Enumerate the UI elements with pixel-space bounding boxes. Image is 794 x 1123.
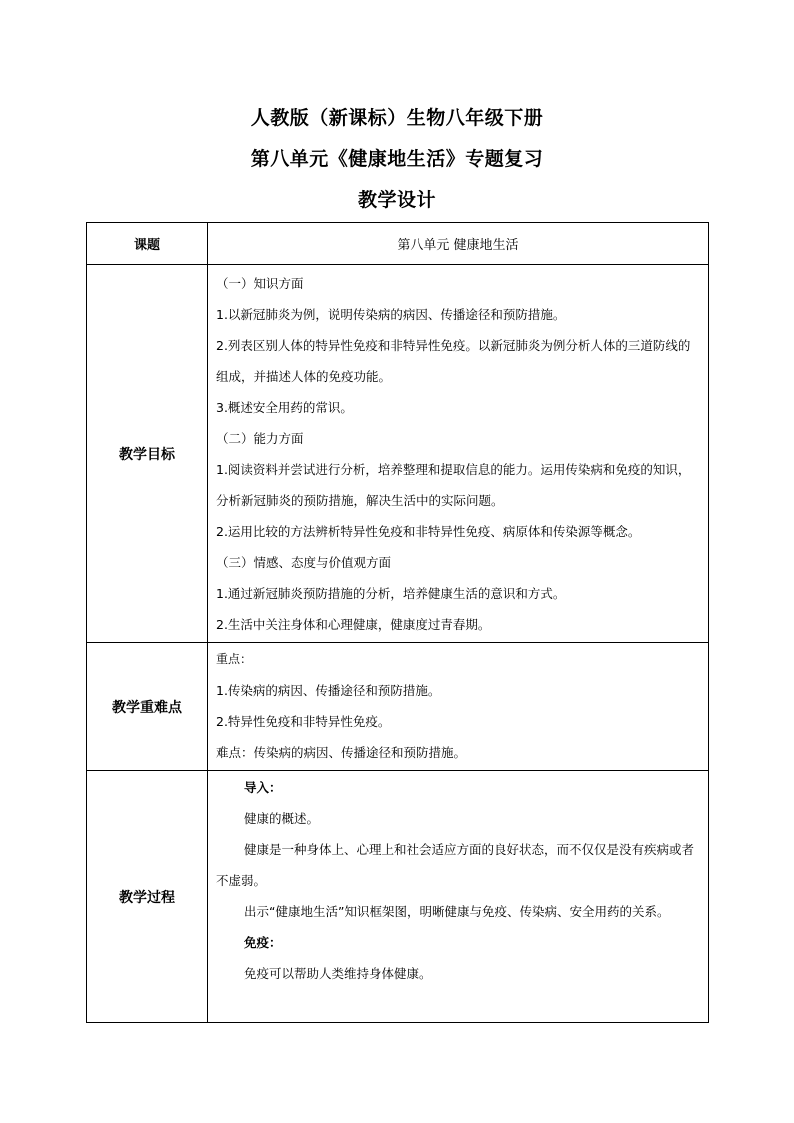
topic-value: 第八单元 健康地生活 <box>208 223 709 265</box>
goals-line: （一）知识方面 <box>216 276 304 291</box>
process-content <box>208 771 709 1023</box>
process-line: 出示“健康地生活”知识框架图，明晰健康与免疫、传染病、安全用药的关系。 <box>244 904 670 919</box>
topic-label: 课题 <box>87 223 208 265</box>
row-key-points <box>87 643 709 771</box>
goals-line: 2.运用比较的方法辨析特异性免疫和非特异性免疫、病原体和传染源等概念。 <box>216 524 641 539</box>
goals-line: 2.列表区别人体的特异性免疫和非特异性免疫。以新冠肺炎为例分析人体的三道防线的组成，并描述人体的免疫功能。 <box>216 338 691 384</box>
process-label: 教学过程 <box>87 771 208 1023</box>
goals-content <box>208 265 709 643</box>
process-line: 导入： <box>244 780 282 795</box>
key-points-line: 1.传染病的病因、传播途径和预防措施。 <box>216 683 441 698</box>
doc-title-line2: 第八单元《健康地生活》专题复习 <box>250 148 544 170</box>
key-points-line: 难点：传染病的病因、传播途径和预防措施。 <box>216 745 467 760</box>
goals-line: 1.以新冠肺炎为例，说明传染病的病因、传播途径和预防措施。 <box>216 307 566 322</box>
goals-line: （三）情感、态度与价值观方面 <box>216 555 392 570</box>
key-points-label: 教学重难点 <box>87 643 208 771</box>
process-line: 免疫可以帮助人类维持身体健康。 <box>244 966 432 981</box>
key-points-line: 重点： <box>216 652 253 666</box>
key-points-content <box>208 643 709 771</box>
lesson-plan-table <box>86 222 709 1023</box>
process-line: 免疫： <box>244 935 282 950</box>
goals-line: 2.生活中关注身体和心理健康，健康度过青春期。 <box>216 617 491 632</box>
process-line: 健康是一种身体上、心理上和社会适应方面的良好状态，而不仅仅是没有疾病或者不虚弱。 <box>216 842 695 888</box>
doc-title-line1: 人教版（新课标）生物八年级下册 <box>250 107 544 129</box>
row-process <box>87 771 709 1023</box>
row-goals <box>87 265 709 643</box>
goals-line: 1.阅读资料并尝试进行分析，培养整理和提取信息的能力。运用传染病和免疫的知识，分析新冠肺炎的预防措施，解决生活中的实际问题。 <box>216 462 691 508</box>
row-topic <box>87 223 709 265</box>
goals-line: （二）能力方面 <box>216 431 304 446</box>
goals-line: 1.通过新冠肺炎预防措施的分析，培养健康生活的意识和方式。 <box>216 586 566 601</box>
key-points-line: 2.特异性免疫和非特异性免疫。 <box>216 714 391 729</box>
process-line: 健康的概述。 <box>244 811 320 826</box>
goals-label: 教学目标 <box>87 265 208 643</box>
goals-line: 3.概述安全用药的常识。 <box>216 400 353 415</box>
doc-title-line3: 教学设计 <box>357 189 436 211</box>
